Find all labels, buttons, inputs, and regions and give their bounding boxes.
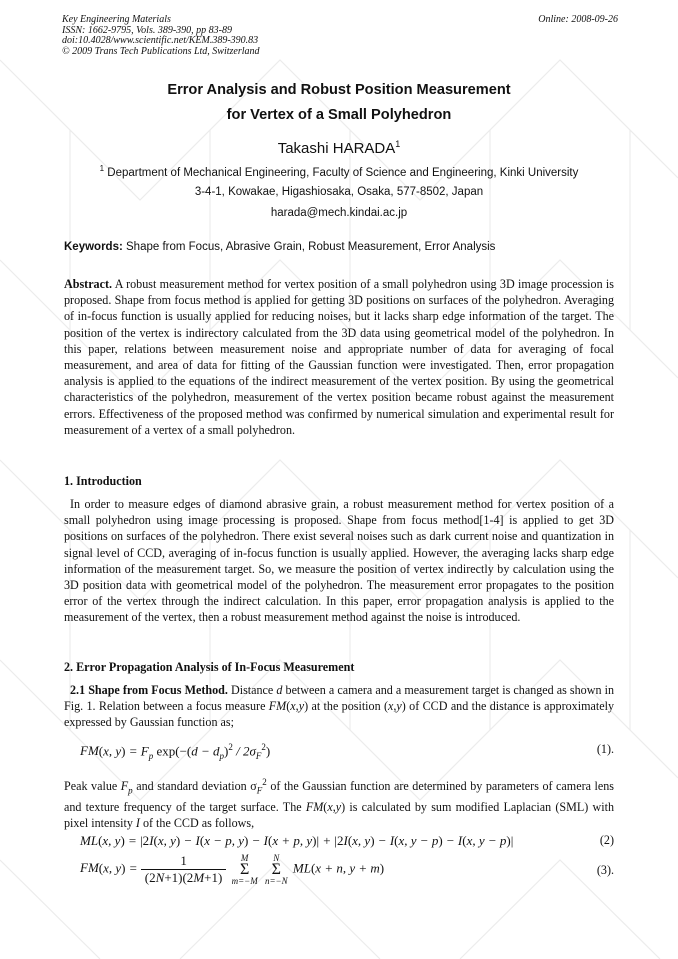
affiliation-superscript: 1 bbox=[99, 164, 105, 173]
journal-issn: ISSN: 1662-9795, Vols. 389-390, pp 83-89 bbox=[62, 24, 232, 36]
journal-copyright: © 2009 Trans Tech Publications Ltd, Switzerland bbox=[62, 45, 260, 57]
paper-title-line-1: Error Analysis and Robust Position Measurement bbox=[167, 82, 511, 98]
equation-1-number: (1). bbox=[596, 742, 614, 756]
equation-1: FM(x, $y) = F_p$ $\exp(-(d - d_p)^2 / 2\sigma_F^2)$ (1). bbox=[80, 742, 614, 761]
section-1-heading: 1. Introduction bbox=[64, 474, 142, 488]
keywords-label: Keywords: bbox=[64, 241, 123, 253]
gaussian-parameters-paragraph: Peak value $F_p$ and standard deviation $\sigma_F^2$ of the Gaussian function are determined by parameters of camera lens and texture frequency of the target surface. The FM(x,y) is calculated by sum modified Laplacian (SML) with pixel intensity I of the CCD as follows, bbox=[64, 777, 614, 830]
abstract bbox=[64, 276, 614, 438]
abstract-label: Abstract. bbox=[64, 277, 113, 291]
sum-over-n: N Σ n=−N bbox=[264, 852, 288, 886]
sum-over-m: M Σ m=−M bbox=[231, 852, 258, 886]
affiliation: Department of Mechanical Engineering, Faculty of Science and Engineering, Kinki University bbox=[107, 166, 579, 179]
equation-3-number: (3). bbox=[596, 863, 614, 877]
affiliation-line bbox=[0, 164, 678, 179]
equation-3-fraction: $\frac{1}{(2N+1)(2M+1)}$ bbox=[141, 853, 227, 886]
online-date: Online: 2008-09-26 bbox=[538, 14, 618, 25]
section-2-heading: 2. Error Propagation Analysis of In-Focus Measurement bbox=[64, 660, 355, 674]
subsection-2-1-paragraph: 2.1 Shape from Focus Method. Distance d between a camera and a measurement target is changed as shown in Fig. 1. Relation between a focus measure FM(x,y) at the position (x,y) of CCD and the distance is approximately expressed by Gaussian function as; bbox=[64, 683, 615, 730]
equation-2: ML(x, y) = |2I(x, y) − I(x − p, y) − I(x + p, y)| + |2I(x, y) − I(x, y − p) − I(x, y − p)| (2) bbox=[80, 833, 614, 848]
author-line bbox=[0, 139, 678, 157]
author-name: Takashi HARADA bbox=[277, 140, 396, 157]
paper-title-line-2: for Vertex of a Small Polyhedron bbox=[226, 107, 452, 123]
abstract-text: A robust measurement method for vertex position of a small polyhedron using 3D image procession is proposed. Shape from focus method is applied for getting 3D positions on surfaces of the polyhedron. Averaging of in-focus function is usually applied for reducing noises, but it lacks sharp edge information of the target. The position of the vertex is indirectory calculated from the 3D data using geometrical model of the polyhedron. In this paper, relations between measurement noise and appropriate number of data for averaging of focal measurement, and area of data for fitting of the Gaussian function were investigated. Then, error propagation analysis is applied to the equations of the indirect measurement of the vertex position. By using the geometrical characteristics of the polyhedron, measurement of the vertex position became robust against the measurement errors. Effectiveness of the proposed method was confirmed by numerical simulation and experimental result for measurement of a vertex of a small polyhedron. bbox=[64, 277, 615, 437]
equation-3: FM(x, y) = $\frac{1}{(2N+1)(2M+1)}$ M Σ m=−M N Σ n=−N ML(x + n, y + m) (3). bbox=[80, 852, 614, 886]
subsection-2-1-heading: 2.1 Shape from Focus Method. bbox=[70, 683, 228, 697]
journal-name: Key Engineering Materials bbox=[62, 14, 171, 25]
equation-2-number: (2) bbox=[599, 833, 614, 847]
author-superscript: 1 bbox=[395, 139, 401, 149]
journal-doi: doi:10.4028/www.scientific.net/KEM.389-390.83 bbox=[62, 35, 259, 47]
journal-header bbox=[62, 15, 618, 57]
section-1-text: In order to measure edges of diamond abrasive grain, a robust measurement method for vertex position of a small polyhedron using image processing is proposed. Shape from focus method[1-4] is applied to get 3D positions on surfaces of the polyhedron. There exist several noises such as dark current noise and quantization in signal level of CCD, averaging of in-focus function is usually applied. However, the averaging lacks sharp edge information of the measurement target. So, we measure the position of vertex indirectly by calculation using the 3D position data with geometrical model of the polyhedron. The measurement error propagates to the position error of the vertex through the indirect calculation. In this paper, error propagation analysis is applied to the measurement of the vertex, then a robust measurement method against the noise is introduced. bbox=[64, 497, 614, 625]
keywords-line bbox=[64, 241, 495, 253]
keywords: Shape from Focus, Abrasive Grain, Robust Measurement, Error Analysis bbox=[126, 241, 496, 253]
email: harada@mech.kindai.ac.jp bbox=[270, 207, 408, 219]
address: 3-4-1, Kowakae, Higashiosaka, Osaka, 577-8502, Japan bbox=[194, 186, 484, 198]
